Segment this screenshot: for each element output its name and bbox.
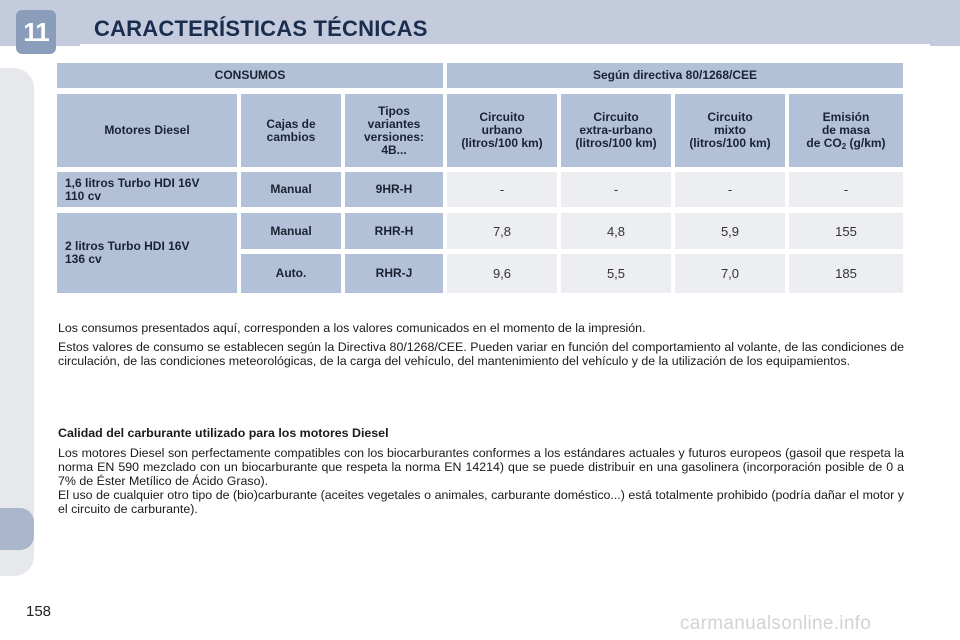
- engine-cell-2-hdi: [57, 213, 237, 293]
- column-header-emision-line1: Emisión: [822, 110, 870, 124]
- column-header-urbano-unit: (litros/100 km): [461, 136, 543, 150]
- page-number: 158: [26, 603, 52, 620]
- emision-unit-pre: de CO: [806, 136, 842, 150]
- table-cell-emision: 185: [789, 254, 903, 293]
- column-header-motores: [57, 94, 237, 167]
- page-title: CARACTERÍSTICAS TÉCNICAS: [94, 16, 428, 41]
- column-header-cajas-line1: Cajas de: [266, 116, 316, 131]
- engine-1-6-line1: 1,6 litros Turbo HDI 16V: [65, 175, 200, 190]
- column-header-tipos-line2: variantes: [367, 116, 421, 131]
- engine-cell-1-6-hdi: [57, 172, 237, 207]
- column-header-urbano: [447, 94, 557, 167]
- chapter-badge: [16, 10, 56, 54]
- table-cell-extra-urbano: 5,5: [561, 254, 671, 293]
- side-band: [0, 68, 34, 576]
- column-header-extra-unit: (litros/100 km): [575, 136, 657, 150]
- paragraph-consumos-note: Los consumos presentados aquí, corresponden a los valores comunicados en el momento de la impresión.: [58, 321, 646, 335]
- watermark: carmanualsonline.info: [680, 613, 872, 634]
- column-header-mixto-line1: Circuito: [707, 110, 753, 124]
- column-header-emision-unit: [806, 137, 885, 150]
- emision-unit-subscript: 2: [841, 142, 847, 151]
- table-cell-tipo: RHR-J: [345, 254, 443, 293]
- engine-2-line1: 2 litros Turbo HDI 16V: [65, 239, 190, 253]
- table-cell-urbano: 9,6: [447, 254, 557, 293]
- title-divider: [80, 44, 930, 46]
- column-header-cajas: [241, 94, 341, 167]
- column-header-urbano-line1: Circuito: [479, 110, 525, 124]
- consumption-table: [57, 63, 903, 295]
- section-heading-carburante: Calidad del carburante utilizado para los motores Diesel: [58, 426, 389, 440]
- column-header-urbano-line2: urbano: [481, 123, 523, 137]
- table-cell-mixto: -: [675, 172, 785, 207]
- column-header-motores-label: Motores Diesel: [104, 123, 190, 137]
- chapter-tab: [0, 508, 34, 550]
- table-cell-emision: -: [789, 172, 903, 207]
- emision-unit-post: (g/km): [846, 136, 886, 150]
- column-header-mixto-unit: (litros/100 km): [689, 136, 771, 150]
- table-cell-urbano: 7,8: [447, 213, 557, 249]
- table-cell-caja: Manual: [241, 213, 341, 249]
- table-cell-tipo: 9HR-H: [345, 172, 443, 207]
- table-cell-mixto: 7,0: [675, 254, 785, 293]
- table-cell-extra-urbano: 4,8: [561, 213, 671, 249]
- paragraph-directiva: Estos valores de consumo se establecen según la Directiva 80/1268/CEE. Pueden variar en función del comportamiento al volante, de las condiciones de circulación, de las condiciones meteorológicas, de la carga del vehículo, del mantenimiento del vehículo y de la utilización de los equipamientos.: [58, 340, 904, 368]
- paragraph-biocarburantes: Los motores Diesel son perfectamente compatibles con los biocarburantes conformes a los estándares actuales y futuros europeos (gasoil que respeta la norma EN 590 mezclado con un biocarburante que respeta la norma EN 14214) que se puede distribuir en una gasolinera (incorporación posible de 0 a 7% de Éster Metílico de Ácido Graso).: [58, 446, 904, 488]
- column-header-tipos-line1: Tipos: [378, 103, 410, 118]
- table-cell-tipo: RHR-H: [345, 213, 443, 249]
- table-cell-caja: Auto.: [241, 254, 341, 293]
- column-header-mixto-line2: mixto: [713, 123, 746, 137]
- paragraph-prohibido: El uso de cualquier otro tipo de (bio)carburante (aceites vegetales o animales, carburante doméstico...) está totalmente prohibido (podría dañar el motor y el circuito de carburante).: [58, 488, 904, 516]
- column-header-tipos-line4: 4B...: [381, 142, 407, 157]
- column-header-mixto: [675, 94, 785, 167]
- table-cell-urbano: -: [447, 172, 557, 207]
- column-header-tipos: [345, 94, 443, 167]
- table-cell-mixto: 5,9: [675, 213, 785, 249]
- column-header-extra-line1: Circuito: [593, 110, 639, 124]
- section-header-consumos: CONSUMOS: [57, 63, 443, 88]
- table-cell-emision: 155: [789, 213, 903, 249]
- column-header-extra-line2: extra-urbano: [579, 123, 653, 137]
- table-cell-extra-urbano: -: [561, 172, 671, 207]
- table-cell-caja: Manual: [241, 172, 341, 207]
- engine-2-line2: 136 cv: [65, 252, 102, 266]
- column-header-cajas-line2: cambios: [266, 129, 316, 144]
- chapter-number: 11: [23, 16, 49, 47]
- column-header-tipos-line3: versiones:: [363, 129, 425, 144]
- column-header-extra-urbano: [561, 94, 671, 167]
- engine-1-6-line2: 110 cv: [65, 188, 102, 203]
- column-header-emision-line2: de masa: [821, 123, 870, 137]
- section-header-directiva: Según directiva 80/1268/CEE: [447, 63, 903, 88]
- column-header-emision: [789, 94, 903, 167]
